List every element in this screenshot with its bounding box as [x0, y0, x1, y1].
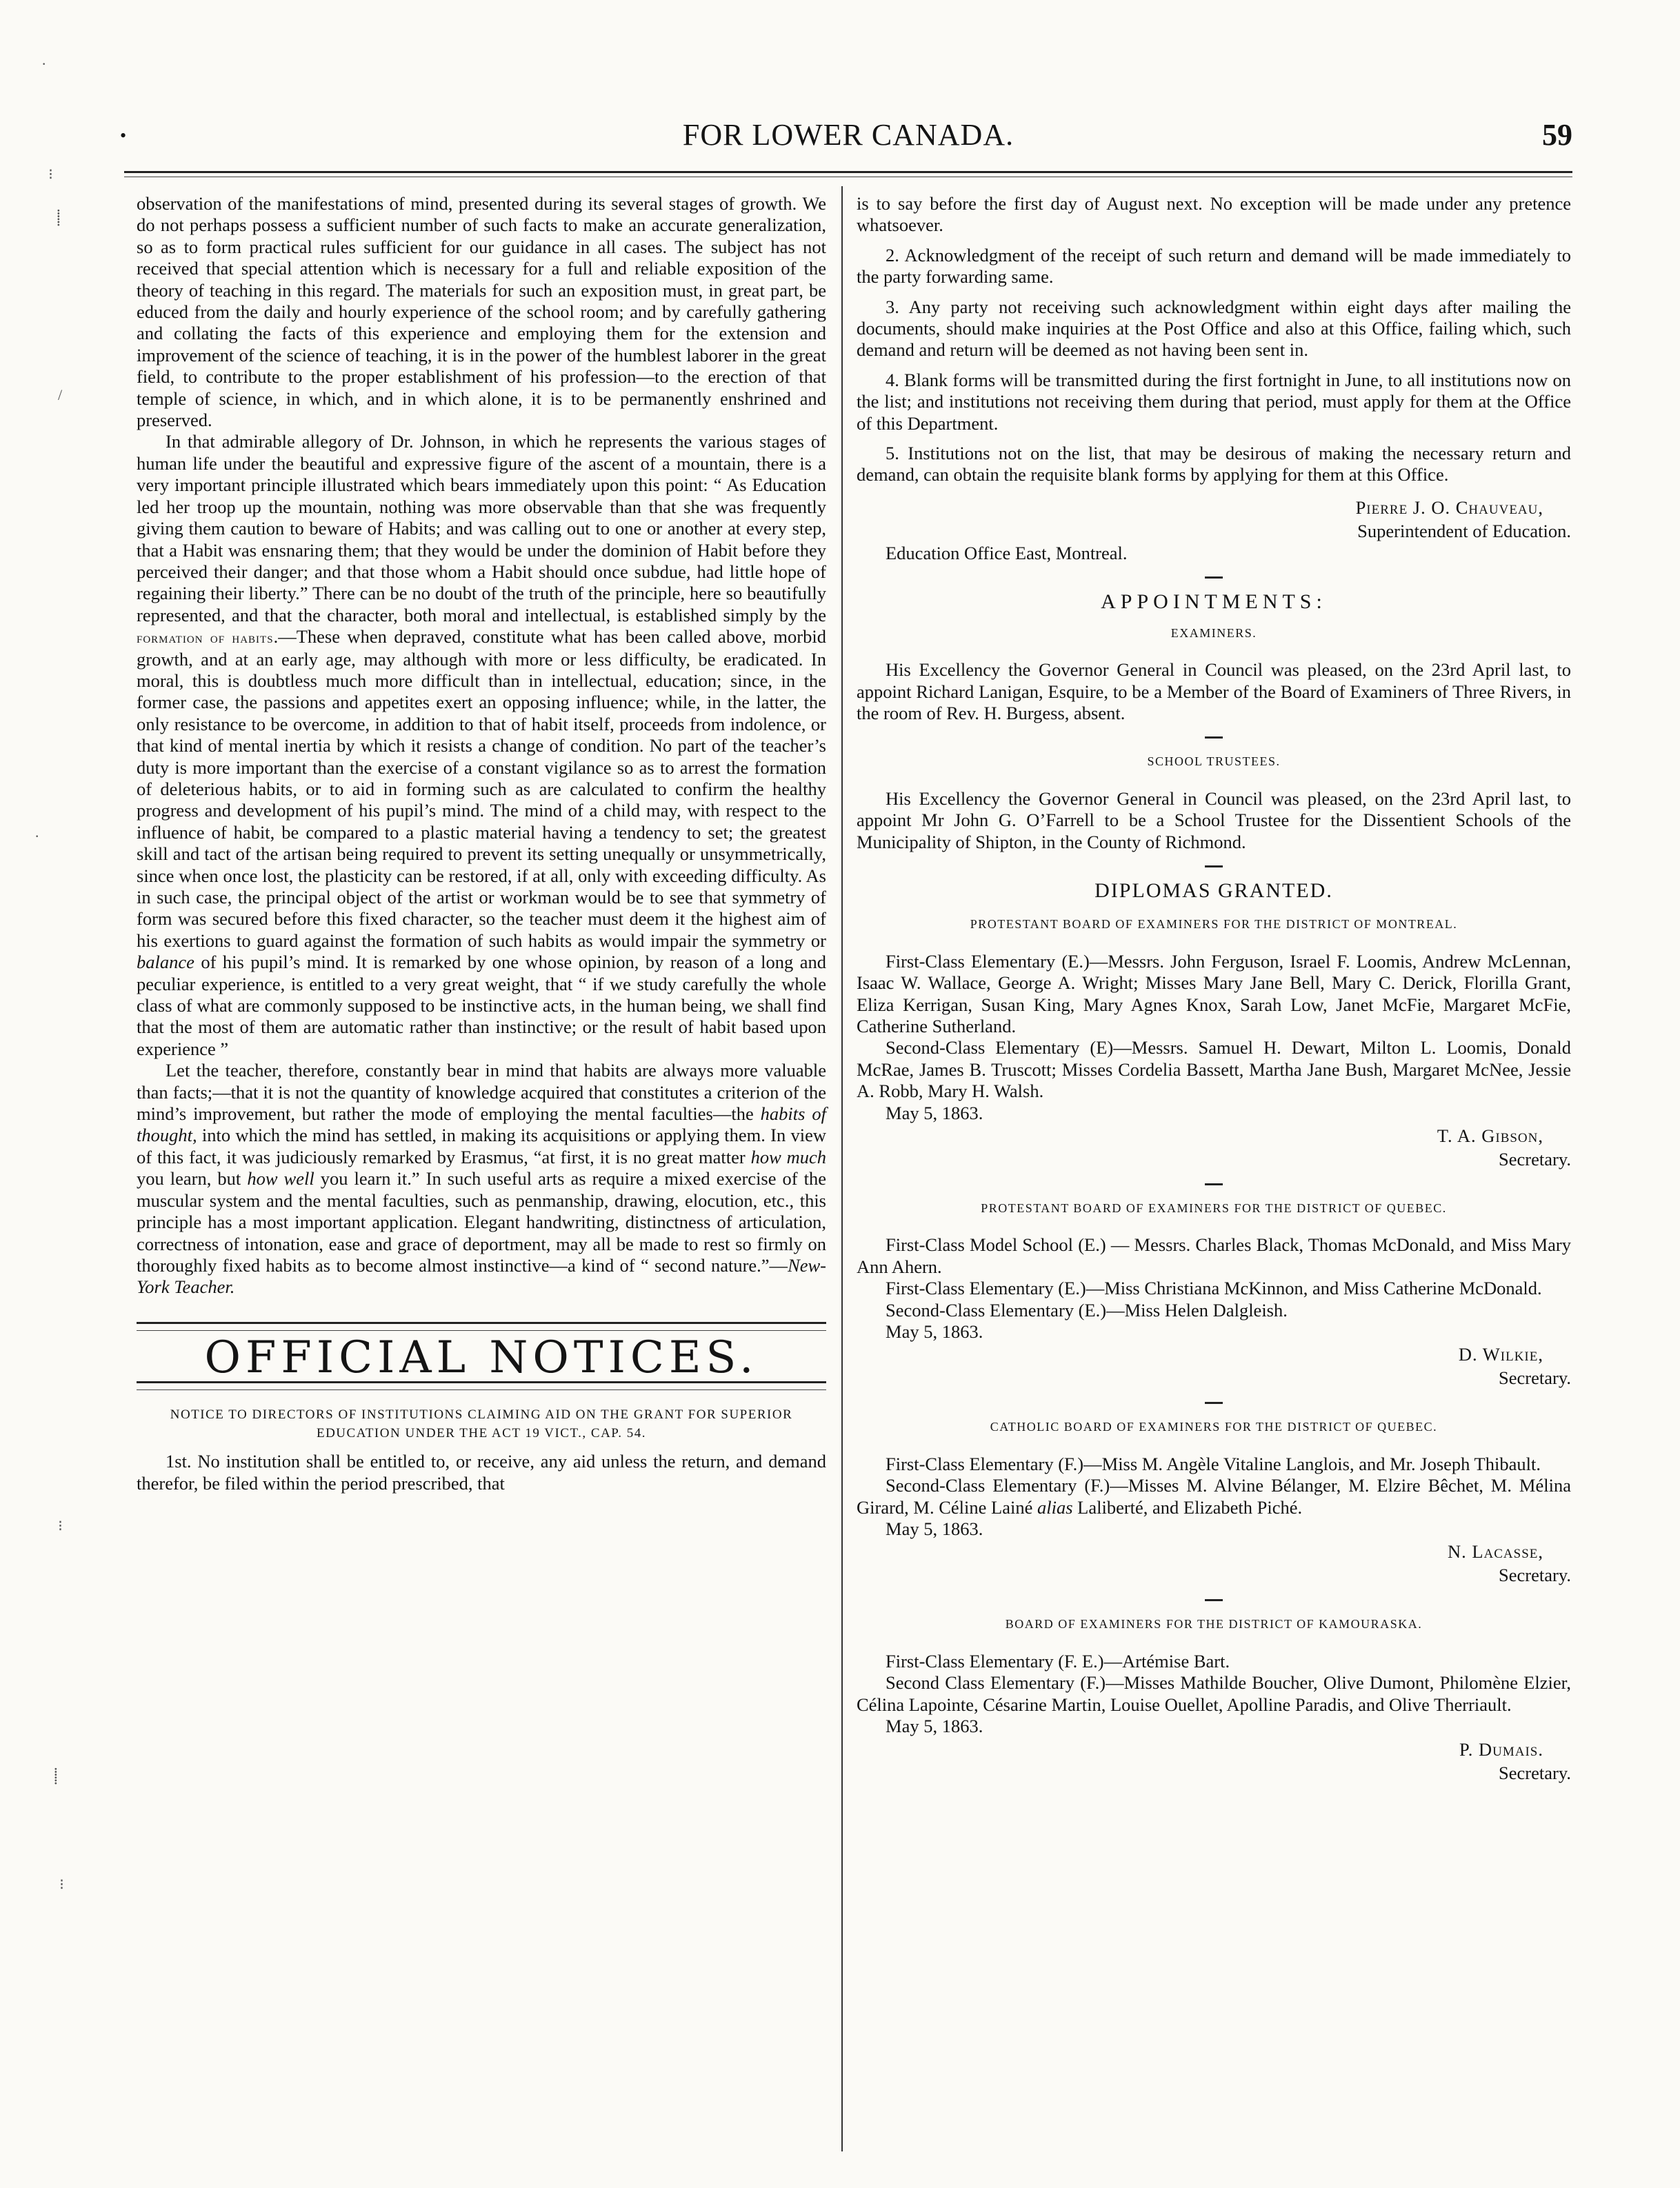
board-heading: PROTESTANT BOARD OF EXAMINERS FOR THE DISTRICT OF MONTREAL. [970, 917, 1458, 932]
article-paragraph [137, 431, 826, 1060]
text-run: Laliberté, and Elizabeth Piché. [1077, 1496, 1303, 1518]
notice-item: is to say before the first day of August next. No exception will be made under any pretence whatsoever. [857, 193, 1571, 236]
notice-heading: NOTICE TO DIRECTORS OF INSTITUTIONS CLAIMING AID ON THE GRANT FOR SUPERIOR EDUCATION UNDER THE ACT 19 VICT., CAP. 54. [170, 1407, 793, 1441]
text-run: you learn, but [137, 1168, 241, 1190]
diploma-entry: First-Class Elementary (F.)—Miss M. Angèle Vitaline Langlois, and Mr. Joseph Thibault. [886, 1453, 1541, 1474]
left-column [137, 193, 826, 1494]
signature-block [857, 1540, 1571, 1587]
italic-run: alias [1037, 1496, 1073, 1518]
appointment-text: His Excellency the Governor General in Council was pleased, on the 23rd April last, to appoint Mr John G. O’Farrell to be a School Trustee for the Dissentient Schools of the Municipality of Shipton, in the County of Richmond. [857, 787, 1571, 852]
signature-title: Secretary. [1499, 1149, 1571, 1170]
notice-item: 1st. No institution shall be entitled to, or receive, any aid unless the return, and demand therefor, be filed within the period prescribed, that [137, 1451, 826, 1494]
notice-item: 4. Blank forms will be transmitted during the first fortnight in June, to all institutions now on the list; and institutions not receiving them during that period, must apply for them at the Office of this Department. [857, 369, 1571, 434]
office-location: Education Office East, Montreal. [886, 542, 1128, 563]
section-title: OFFICIAL NOTICES. [204, 1332, 759, 1383]
signature-name: D. Wilkie, [1458, 1344, 1543, 1365]
short-rule [1205, 1183, 1223, 1185]
header-bullet: • [120, 126, 127, 145]
board-heading: CATHOLIC BOARD OF EXAMINERS FOR THE DISTRICT OF QUEBEC. [990, 1420, 1438, 1434]
header-rule [124, 171, 1572, 173]
signature-block [857, 1738, 1571, 1785]
short-rule [1205, 865, 1223, 867]
text-run: Let the teacher, therefore, constantly bear in mind that habits are always more valuable than facts;—that it is not the quantity of knowledge acquired that constitutes a criterion of the mind’s improvement, but rather the mode of employing the mental faculties—the [137, 1060, 826, 1125]
text-run: In that admirable allegory of Dr. Johnson, in which he represents the various stages of human life under the beautiful and expressive figure of the ascent of a mountain, there is a very important principle illustrated which bears immediately upon this point: “ As Education led her troop up the mountain, nothing was more observable than that she was frequently giving them caution to beware of Habits; and was calling out to one or another at every step, that a Habit was ensnaring them; that they would be under the dominion of Habit before they perceived their danger; and that those whom a Habit should once subdue, had little hope of regaining their liberty.” There can be no doubt of the truth of the principle, here so beautifully represented, and that the character, both moral and intellectual, is established simply by the [137, 431, 826, 625]
signature-title: Secretary. [1499, 1565, 1571, 1586]
date-line: May 5, 1863. [886, 1716, 983, 1737]
article-paragraph [137, 1060, 826, 1298]
notice-item: 3. Any party not receiving such acknowledgment within eight days after mailing the documents, should make inquiries at the Post Office and also at this Office, failing which, such demand and return will be deemed as not having been sent in. [857, 296, 1571, 361]
smallcaps-run: formation of habits [137, 629, 274, 647]
diploma-entry: Second-Class Elementary (E)—Messrs. Samuel H. Dewart, Milton L. Loomis, Donald McRae, James B. Truscott; Misses Cordelia Bassett, Martha Jane Bush, Margaret McNee, Jessie A. Robb, Mary H. Walsh. [857, 1037, 1571, 1102]
diploma-entry: First-Class Model School (E.) — Messrs. Charles Black, Thomas McDonald, and Miss Mary Ann Ahern. [857, 1234, 1571, 1277]
notice-item: 2. Acknowledgment of the receipt of such return and demand will be made immediately to the party forwarding same. [857, 244, 1571, 288]
newspaper-page [120, 110, 1572, 2151]
subsection-heading: EXAMINERS. [1170, 625, 1257, 640]
notice-item: 5. Institutions not on the list, that may be desirous of making the necessary return and demand, can obtain the requisite blank forms by applying for them at this Office. [857, 443, 1571, 485]
board-heading: BOARD OF EXAMINERS FOR THE DISTRICT OF KAMOURASKA. [1005, 1617, 1423, 1632]
column-divider [841, 186, 843, 2151]
date-line: May 5, 1863. [886, 1518, 983, 1540]
date-line: May 5, 1863. [886, 1102, 983, 1123]
subsection-heading: SCHOOL TRUSTEES. [1147, 754, 1281, 769]
right-column [857, 193, 1571, 1785]
signature-title: Superintendent of Education. [1357, 520, 1571, 541]
text-run: Second-Class Elementary (F.)—Misses M. Alvine Bélanger, M. Elzire Bêchet, M. Mélina Girard, M. Céline Lainé [857, 1475, 1571, 1518]
signature-title: Secretary. [1499, 1762, 1571, 1783]
diploma-entry: First-Class Elementary (E.)—Miss Christiana McKinnon, and Miss Catherine McDonald. [886, 1278, 1542, 1299]
running-title: FOR LOWER CANADA. [682, 118, 1014, 152]
article-source: New-York Teacher. [137, 1254, 826, 1298]
article-paragraph: observation of the manifestations of mind, presented during its several stages of growth. We do not perhaps possess a sufficient number of such facts to make an accurate generalization, so as to form practical rules sufficient for our guidance in all cases. The subject has not received that special attention which is necessary for a full and reliable exposition of the theory of teaching in this regard. The materials for such an exposition must, in great part, be educed from the daily and hourly experience of the school room; and by carefully gathering and collating the facts of this experience and employing them for the extension and improvement of the science of teaching, it is in the power of the humblest laborer in the great field, to contribute to the proper establishment of his profession—to the erection of that temple of science, in which, and in which alone, it is to be permanently enshrined and preserved. [137, 193, 826, 431]
short-rule [1205, 1599, 1223, 1601]
signature-name: P. Dumais. [1459, 1738, 1543, 1760]
italic-run: how well [247, 1168, 314, 1190]
short-rule [1205, 576, 1223, 579]
signature-name: T. A. Gibson, [1437, 1125, 1543, 1146]
diploma-entry: Second Class Elementary (F.)—Misses Mathilde Boucher, Olive Dumont, Philomène Elzier, Célina Lapointe, Césarine Martin, Louise Ouellet, Apolline Paradis, and Olive Therriault. [857, 1672, 1571, 1715]
section-divider [137, 1322, 826, 1331]
section-heading: DIPLOMAS GRANTED. [1094, 879, 1333, 902]
diploma-entry: First-Class Elementary (E.)—Messrs. John Ferguson, Israel F. Loomis, Andrew McLennan, Isaac W. Wallace, George A. Wright; Misses Mary Jane Bell, Mary C. Derick, Florilla Grant, Eliza Kerrigan, Susan King, Mary Agnes Knox, Sarah Low, Janet McFie, Margaret McFie, Catherine Sutherland. [857, 950, 1571, 1036]
italic-run: habits of thought, [137, 1103, 826, 1146]
text-run: of his pupil’s mind. It is remarked by one whose opinion, by reason of a long and peculiar experience, is entitled to a very great weight, that “ if we study carefully the whole class of what are commonly supposed to be instinctive acts, in the human being, we shall find that the most of them are automatic rather than instinctive; or the result of habit based upon experience ” [137, 952, 827, 1059]
text-run: you learn it.” In such useful arts as require a mixed exercise of the muscular system and the mental faculties, such as penmanship, drawing, elocution, etc., this principle has a most important application. Elegant handwriting, distinctness of articulation, correctness of intonation, ease and grace of deportment, may all be made to rest so firmly on thoroughly fixed habits as to become almost instinctive—a kind of “ second nature.”— [137, 1168, 827, 1276]
page-number: 59 [1542, 118, 1572, 152]
short-rule [1205, 736, 1223, 739]
diploma-entry: Second-Class Elementary (E.)—Miss Helen Dalgleish. [886, 1299, 1288, 1321]
section-heading: APPOINTMENTS: [1101, 590, 1327, 614]
signature-title: Secretary. [1499, 1367, 1571, 1389]
signature-name: N. Lacasse, [1447, 1541, 1543, 1563]
page-header [120, 110, 1572, 159]
scan-margin-marks: · ⁝ ⸽ / · ⁝ ⸽ ⁝ [34, 55, 64, 1893]
text-run: .—These when depraved, constitute what has been called above, morbid growth, and at an early age, may although with more or less difficulty, be eradicated. In moral, this is doubtless much more difficult than in intellectual, education; since, in the former case, the passions and appetites exert an opposing influence; while, in the latter, the only resistance to be overcome, in addition to that of habit itself, proceeds from indolence, or that kind of mental inertia by which it resists a change of condition. No part of the teacher’s duty is more important than the exercise of a constant vigilance so as to arrest the formation of deleterious habits, or to aid in forming such as are calculated to confirm the healthy progress and development of his pupil’s mind. The mind of a child may, with respect to the influence of habit, be compared to a plastic material having a tendency to set; the greatest skill and tact of the artisan being required to prevent its setting unequally or unsymmetrically, since when once lost, the plasticity can be restored, if at all, only with exceeding difficulty. As in such case, the principal object of the artist or workman would be to see that symmetry of form was secured before this fixed character, so the teacher must deem it the highest aim of his exertions to guard against the formation of such habits as would impair the symmetry or [137, 626, 826, 951]
date-line: May 5, 1863. [886, 1321, 983, 1343]
italic-run: balance [137, 952, 194, 973]
signature-name: Pierre J. O. Chauveau, [1355, 496, 1543, 518]
diploma-entry: First-Class Elementary (F. E.)—Artémise Bart. [886, 1650, 1230, 1672]
text-run: into which the mind has settled, in making its acquisitions or applying them. In view of this fact, it was judiciously remarked by Erasmus, “at first, it is no great matter [137, 1125, 826, 1167]
signature-block [857, 496, 1571, 543]
diploma-entry [857, 1475, 1571, 1518]
signature-block [857, 1343, 1571, 1389]
appointment-text: His Excellency the Governor General in Council was pleased, on the 23rd April last, to appoint Richard Lanigan, Esquire, to be a Member of the Board of Examiners of Three Rivers, in the room of Rev. H. Burgess, absent. [857, 659, 1571, 723]
italic-run: how much [750, 1146, 827, 1167]
board-heading: PROTESTANT BOARD OF EXAMINERS FOR THE DISTRICT OF QUEBEC. [981, 1201, 1447, 1215]
signature-block [857, 1124, 1571, 1171]
short-rule [1205, 1402, 1223, 1404]
